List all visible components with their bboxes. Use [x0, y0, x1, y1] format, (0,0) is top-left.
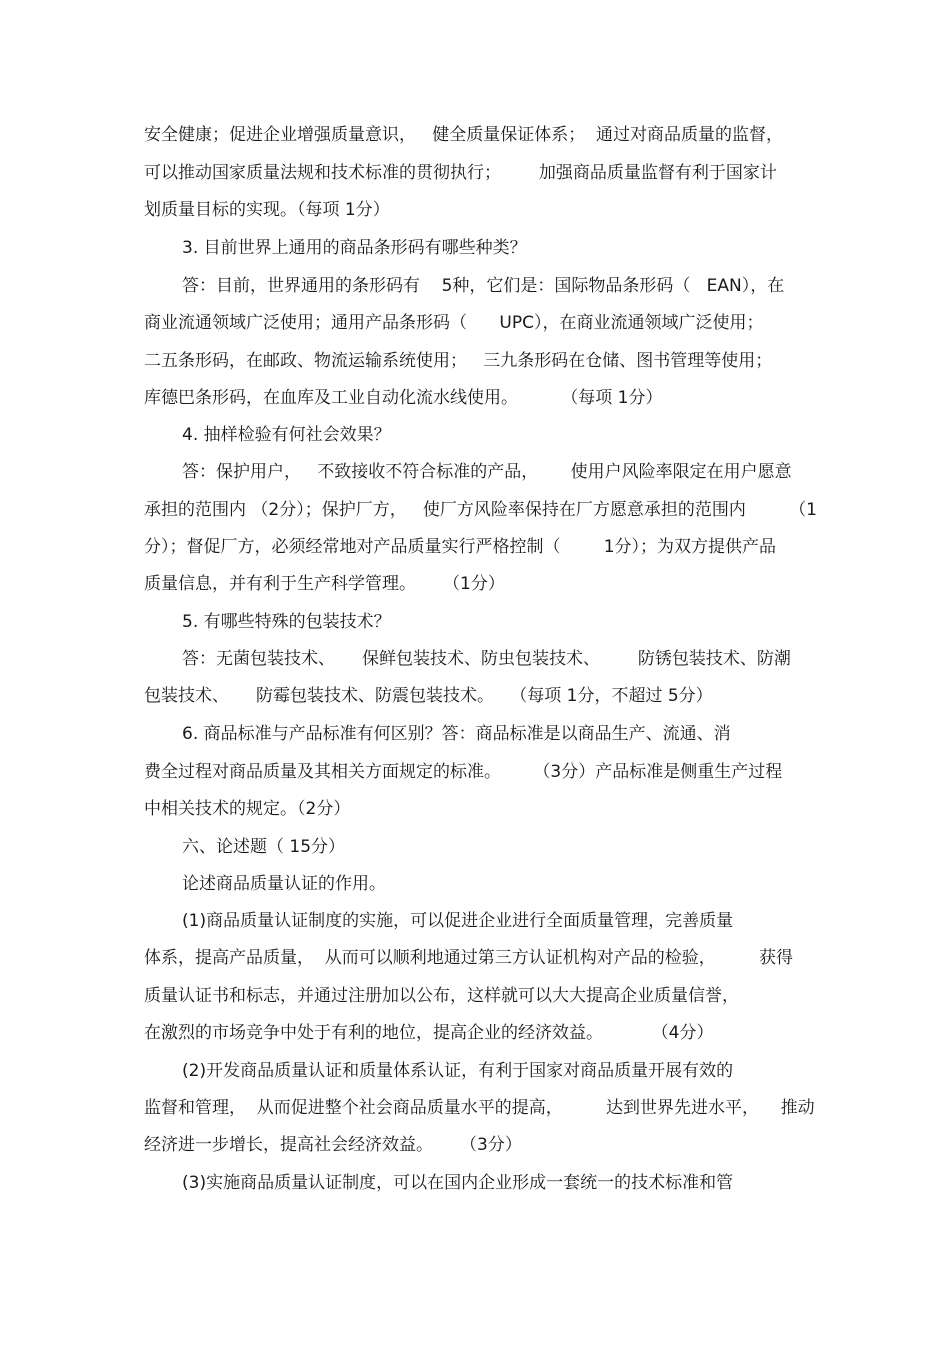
- text-line: 经济进一步增长，提高社会经济效益。 （3分）: [144, 1135, 522, 1155]
- text-line: 承担的范围内 （2分）；保护厂方， 使厂方风险率保持在厂方愿意承担的范围内 （1: [144, 500, 817, 520]
- essay-question: 论述商品质量认证的作用。: [182, 874, 386, 894]
- text-line: 答：目前，世界通用的条形码有 5种，它们是：国际物品条形码（ EAN），在: [182, 276, 785, 296]
- question-heading: 5. 有哪些特殊的包装技术？: [182, 612, 391, 632]
- question-heading: 4. 抽样检验有何社会效果？: [182, 425, 391, 445]
- question-heading: 6. 商品标准与产品标准有何区别？答：商品标准是以商品生产、流通、消: [182, 724, 731, 744]
- text-line: 在激烈的市场竞争中处于有利的地位，提高企业的经济效益。 （4分）: [144, 1023, 714, 1043]
- text-line: 划质量目标的实现。（每项 1分）: [144, 200, 390, 220]
- text-line: 监督和管理， 从而促进整个社会商品质量水平的提高， 达到世界先进水平， 推动: [144, 1098, 815, 1118]
- text-line: 体系，提高产品质量， 从而可以顺利地通过第三方认证机构对产品的检验， 获得: [144, 948, 794, 968]
- question-heading: 3. 目前世界上通用的商品条形码有哪些种类？: [182, 238, 527, 258]
- text-line: 答：无菌包装技术、 保鲜包装技术、防虫包装技术、 防锈包装技术、防潮: [182, 649, 791, 669]
- text-line: (1)商品质量认证制度的实施，可以促进企业进行全面质量管理，完善质量: [182, 911, 734, 931]
- text-line: 二五条形码，在邮政、物流运输系统使用； 三九条形码在仓储、图书管理等使用；: [144, 351, 773, 371]
- text-line: 答：保护用户， 不致接收不符合标准的产品， 使用户风险率限定在用户愿意: [182, 462, 792, 482]
- text-line: 安全健康；促进企业增强质量意识， 健全质量保证体系； 通过对商品质量的监督，: [144, 125, 784, 145]
- text-line: 可以推动国家质量法规和技术标准的贯彻执行； 加强商品质量监督有利于国家计: [144, 163, 777, 183]
- text-line: (3)实施商品质量认证制度，可以在国内企业形成一套统一的技术标准和管: [182, 1173, 734, 1193]
- text-line: 商业流通领域广泛使用；通用产品条形码（ UPC），在商业流通领域广泛使用；: [144, 313, 764, 333]
- text-line: (2)开发商品质量认证和质量体系认证，有利于国家对商品质量开展有效的: [182, 1061, 734, 1081]
- text-line: 质量认证书和标志，并通过注册加以公布，这样就可以大大提高企业质量信誉，: [144, 986, 739, 1006]
- text-line: 分）；督促厂方，必须经常地对产品质量实行严格控制（ 1分）；为双方提供产品: [144, 537, 777, 557]
- section-heading: 六、论述题（ 15分）: [182, 837, 346, 857]
- text-line: 质量信息，并有利于生产科学管理。 （1分）: [144, 574, 505, 594]
- text-line: 库德巴条形码，在血库及工业自动化流水线使用。 （每项 1分）: [144, 388, 663, 408]
- text-line: 中相关技术的规定。（2分）: [144, 799, 351, 819]
- text-line: 包装技术、 防霉包装技术、防震包装技术。 （每项 1分，不超过 5分）: [144, 686, 713, 706]
- text-line: 费全过程对商品质量及其相关方面规定的标准。 （3分）产品标准是侧重生产过程: [144, 762, 783, 782]
